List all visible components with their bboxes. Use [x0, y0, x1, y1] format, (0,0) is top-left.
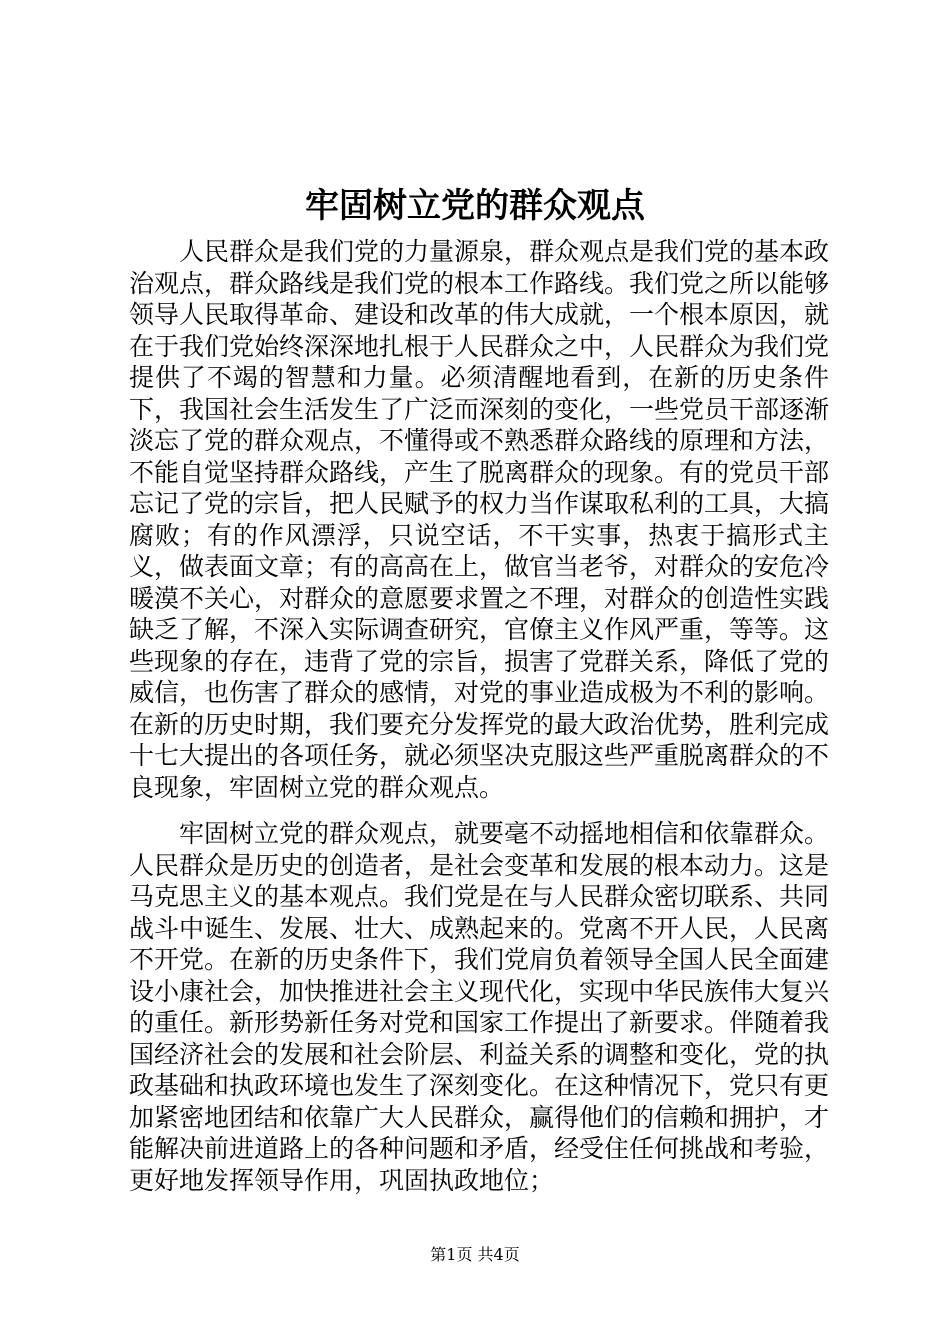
body-paragraph-1: 人民群众是我们党的力量源泉，群众观点是我们党的基本政治观点，群众路线是我们党的根本工作路线。我们党之所以能够领导人民取得革命、建设和改革的伟大成就，一个根本原因，就在于我们党始终深深地扎根于人民群众之中，人民群众为我们党提供了不竭的智慧和力量。必须清醒地看到，在新的历史条件下，我国社会生活发生了广泛而深刻的变化，一些党员干部逐渐淡忘了党的群众观点，不懂得或不熟悉群众路线的原理和方法，不能自觉坚持群众路线，产生了脱离群众的现象。有的党员干部忘记了党的宗旨，把人民赋予的权力当作谋取私利的工具，大搞腐败；有的作风漂浮，只说空话，不干实事，热衷于搞形式主义，做表面文章；有的高高在上，做官当老爷，对群众的安危冷暖漠不关心，对群众的意愿要求置之不理，对群众的创造性实践缺乏了解，不深入实际调查研究，官僚主义作风严重，等等。这些现象的存在，违背了党的宗旨，损害了党群关系，降低了党的威信，也伤害了群众的感情，对党的事业造成极为不利的影响。在新的历史时期，我们要充分发挥党的最大政治优势，胜利完成十七大提出的各项任务，就必须坚决克服这些严重脱离群众的不良现象，牢固树立党的群众观点。: [129, 237, 830, 802]
body-paragraph-2: 牢固树立党的群众观点，就要毫不动摇地相信和依靠群众。人民群众是历史的创造者，是社会变革和发展的根本动力。这是马克思主义的基本观点。我们党是在与人民群众密切联系、共同战斗中诞生、发展、壮大、成熟起来的。党离不开人民，人民离不开党。在新的历史条件下，我们党肩负着领导全国人民全面建设小康社会，加快推进社会主义现代化，实现中华民族伟大复兴的重任。新形势新任务对党和国家工作提出了新要求。伴随着我国经济社会的发展和社会阶层、利益关系的调整和变化，党的执政基础和执政环境也发生了深刻变化。在这种情况下，党只有更加紧密地团结和依靠广大人民群众，赢得他们的信赖和拥护，才能解决前进道路上的各种问题和矛盾，经受住任何挑战和考验，更好地发挥领导作用，巩固执政地位；: [129, 819, 830, 1195]
document-title: 牢固树立党的群众观点: [305, 186, 645, 226]
page-number-footer: 第1页 共4页: [430, 1245, 520, 1264]
